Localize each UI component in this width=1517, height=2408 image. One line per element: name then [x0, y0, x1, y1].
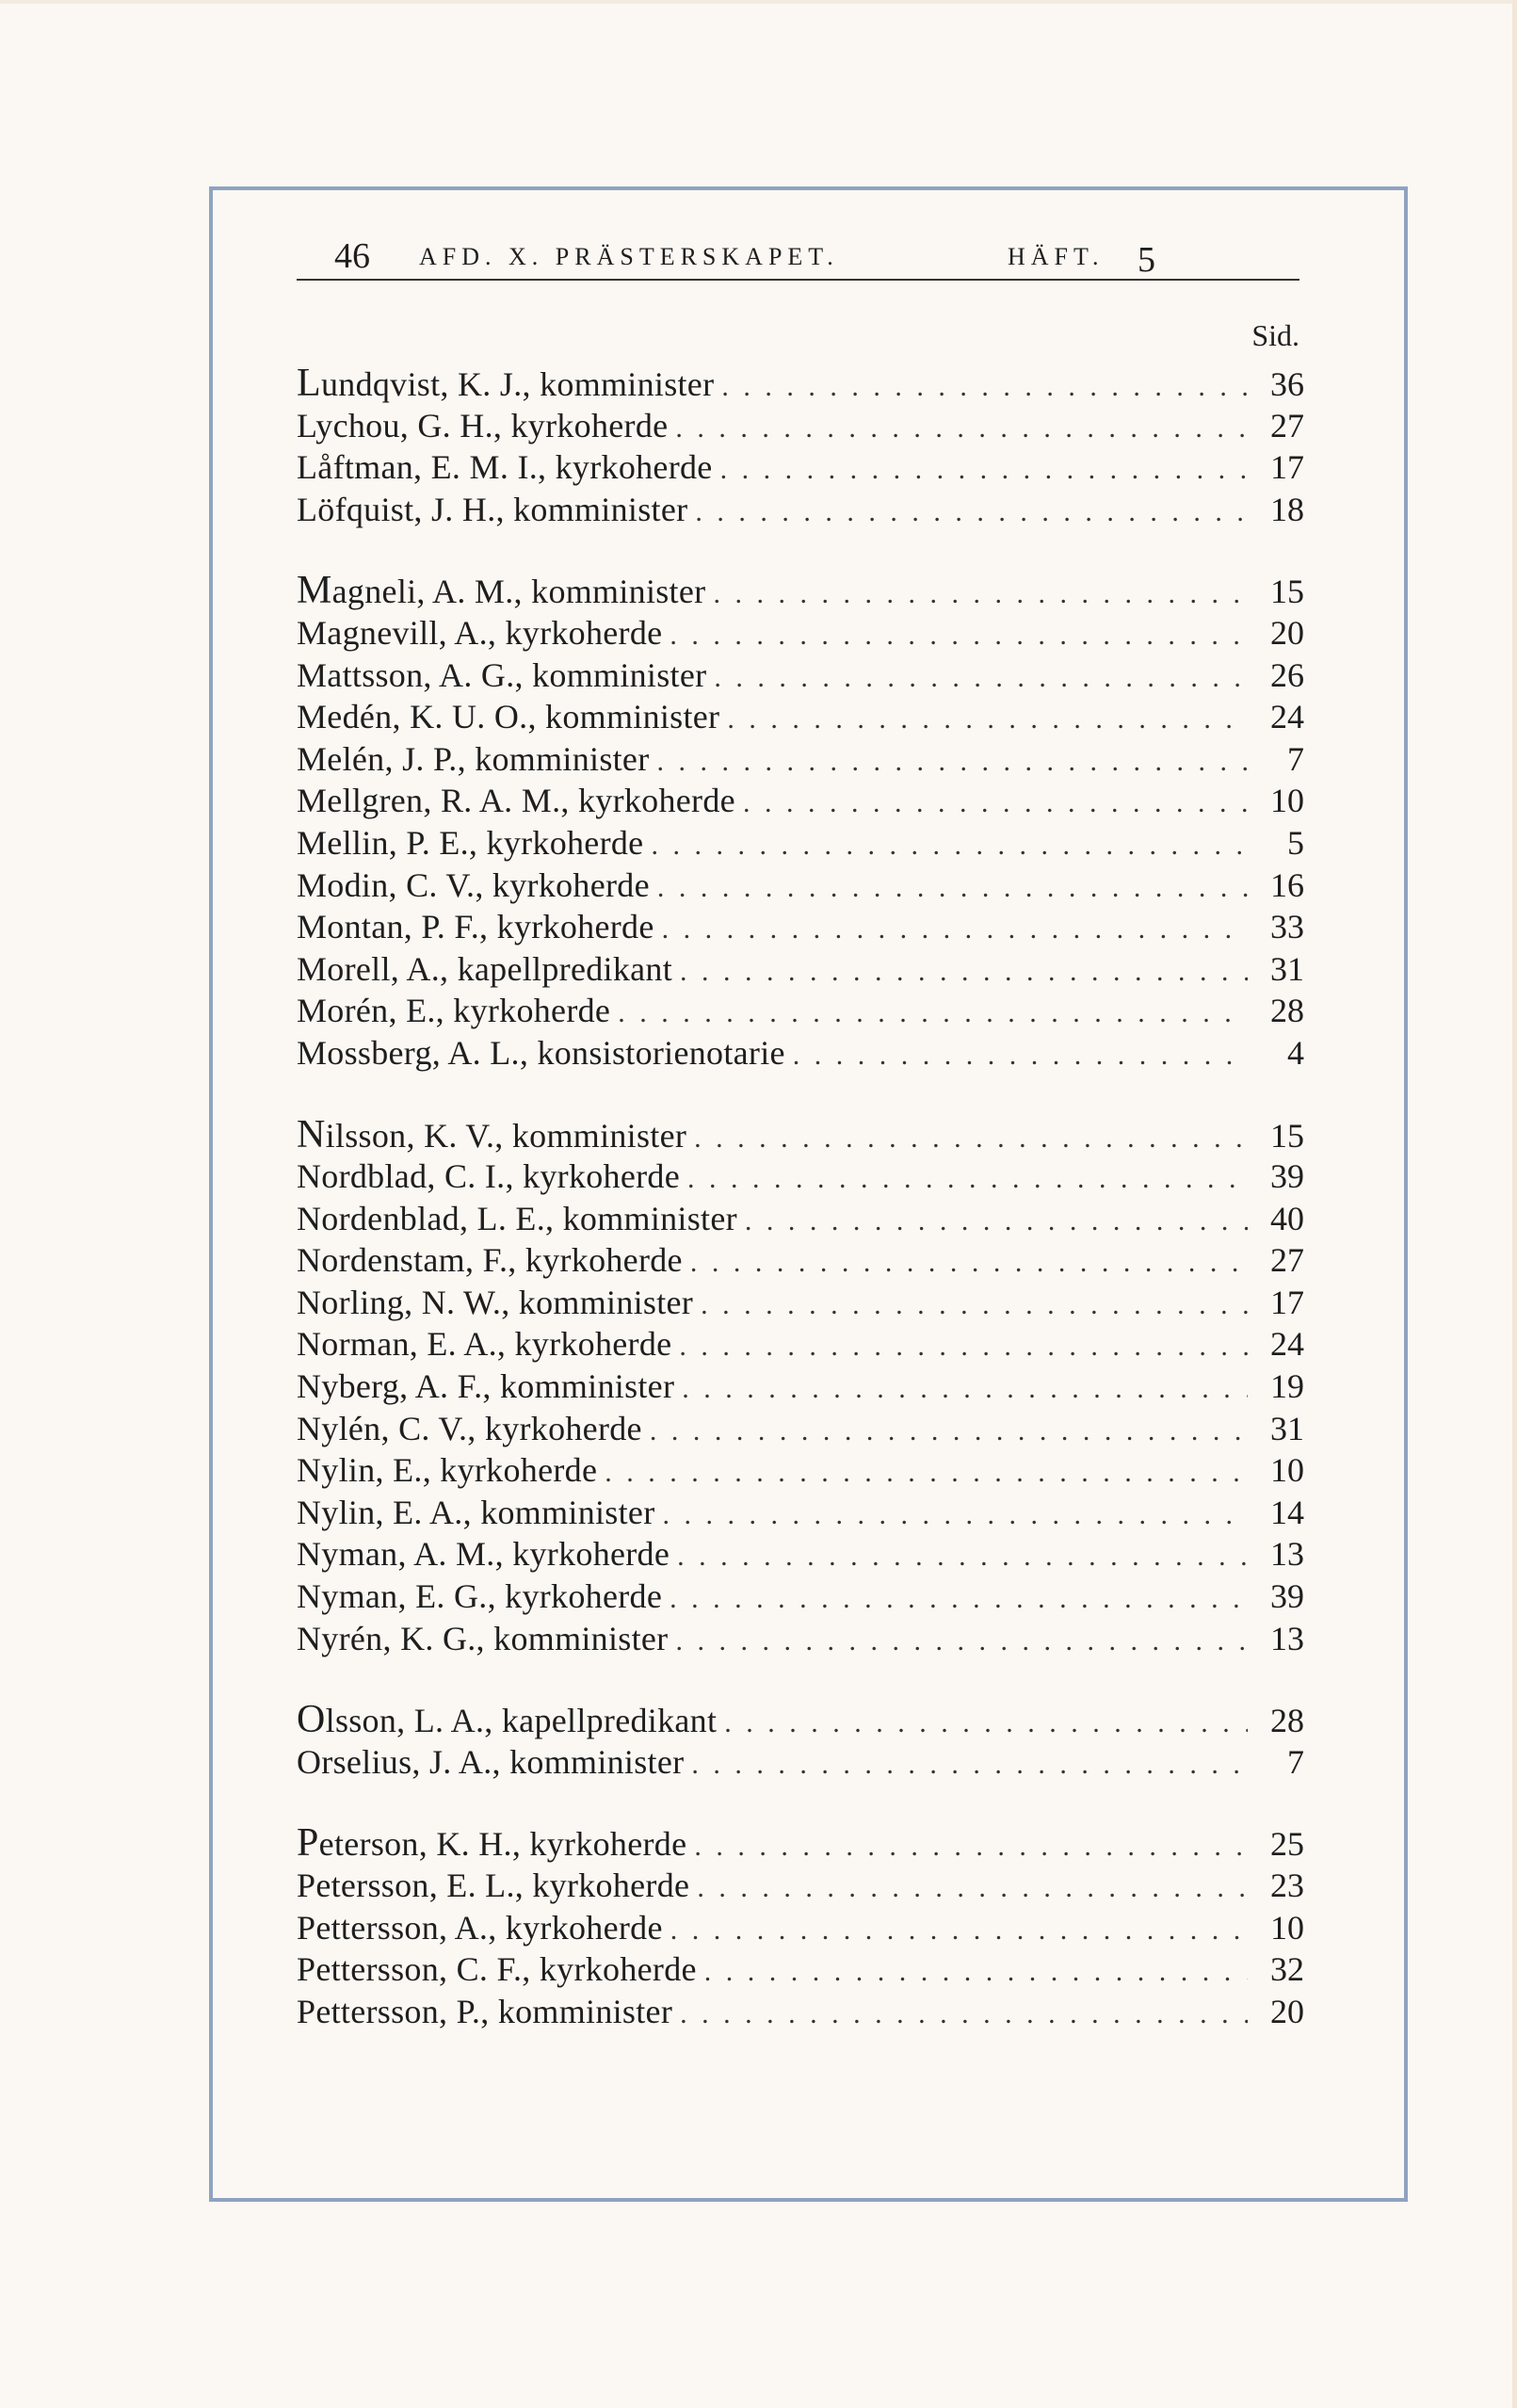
leader-dots — [721, 366, 1248, 405]
entry-page-number: 27 — [1270, 1241, 1304, 1280]
entry-name: Mellgren, R. A. M., kyrkoherde — [297, 782, 735, 820]
header-title: AFD. X. PRÄSTERSKAPET. — [419, 243, 839, 270]
entry-page-number: 36 — [1270, 365, 1304, 403]
entry-page-number: 31 — [1270, 949, 1304, 988]
entry-name: Pettersson, P., komminister — [297, 1992, 673, 2030]
entry-page-number: 28 — [1270, 992, 1304, 1030]
leader-dots — [727, 699, 1248, 738]
index-entry — [297, 1741, 1304, 1784]
entry-name: Nylin, E. A., komminister — [297, 1493, 655, 1531]
entry-name: Melén, J. P., komminister — [297, 739, 650, 778]
entry-name: Morell, A., kapellpredikant — [297, 949, 673, 988]
leader-dots — [714, 657, 1248, 697]
entry-page-number: 32 — [1270, 1950, 1304, 1989]
entry-name: Nylin, E., kyrkoherde — [297, 1451, 598, 1490]
index-entry — [297, 1114, 1304, 1156]
leader-dots — [745, 1201, 1248, 1240]
entry-name: Lychou, G. H., kyrkoherde — [297, 406, 669, 444]
index-entry — [297, 738, 1304, 781]
index-entry — [297, 446, 1304, 489]
entry-page-number: 13 — [1270, 1619, 1304, 1657]
entry-name: Petersson, E. L., kyrkoherde — [297, 1867, 690, 1904]
leader-dots — [663, 1495, 1249, 1534]
header-page-number: 46 — [334, 236, 370, 276]
entry-page-number: 13 — [1270, 1535, 1304, 1574]
entry-name: Nyman, A. M., kyrkoherde — [297, 1535, 670, 1574]
index-entry — [297, 1948, 1304, 1991]
entry-name: Magnevill, A., kyrkoherde — [297, 613, 663, 652]
entry-page-number: 27 — [1270, 406, 1304, 444]
entry-page-number: 10 — [1270, 1451, 1304, 1490]
entry-name: Pettersson, A., kyrkoherde — [297, 1908, 663, 1947]
entry-page-number: 10 — [1270, 1908, 1304, 1947]
leader-dots — [694, 1826, 1248, 1865]
entry-page-number: 28 — [1270, 1702, 1304, 1740]
entry-name: Morén, E., kyrkoherde — [297, 992, 611, 1030]
page-column-header: Sid. — [1251, 318, 1299, 352]
leader-dots — [662, 909, 1248, 948]
leader-dots — [657, 867, 1248, 907]
entry-name: Nordblad, C. I., kyrkoherde — [297, 1157, 681, 1196]
index-entry — [297, 1865, 1304, 1907]
entry-name: Modin, C. V., kyrkoherde — [297, 865, 650, 904]
entry-name: Magneli, A. M., komminister — [297, 570, 706, 612]
index-group — [297, 1822, 1304, 2032]
leader-dots — [713, 574, 1248, 612]
entry-page-number: 33 — [1270, 908, 1304, 946]
entry-name: Nyberg, A. F., komminister — [297, 1367, 675, 1406]
leader-dots — [677, 1536, 1248, 1576]
index-entry — [297, 1907, 1304, 1949]
leader-dots — [701, 1285, 1248, 1324]
leader-dots — [675, 1621, 1248, 1660]
entry-name: Mattsson, A. G., komminister — [297, 655, 707, 694]
entry-page-number: 5 — [1287, 823, 1304, 862]
entry-name: Nordenstam, F., kyrkoherde — [297, 1241, 683, 1280]
leader-dots — [687, 1158, 1248, 1198]
entry-name: Pettersson, C. F., kyrkoherde — [297, 1950, 697, 1989]
entry-page-number: 4 — [1287, 1033, 1304, 1072]
index-entry — [297, 570, 1304, 612]
index-entry — [297, 1492, 1304, 1534]
leader-dots — [680, 951, 1248, 991]
header-part-number: 5 — [1138, 240, 1155, 280]
entry-page-number: 15 — [1270, 1116, 1304, 1155]
index-entry — [297, 1618, 1304, 1660]
entry-name: Medén, K. U. O., komminister — [297, 698, 720, 736]
leader-dots — [651, 825, 1248, 865]
entry-name: Lundqvist, K. J., komminister — [297, 363, 715, 405]
entry-name: Mossberg, A. L., konsistorienotarie — [297, 1033, 785, 1072]
entry-page-number: 18 — [1270, 490, 1304, 528]
leader-dots — [657, 741, 1249, 781]
entry-page-number: 19 — [1270, 1367, 1304, 1406]
index-entry — [297, 1822, 1304, 1865]
index-group — [297, 570, 1304, 1074]
entry-name: Nordenblad, L. E., komminister — [297, 1199, 737, 1237]
header-part-label: HÄFT. — [1008, 243, 1105, 270]
page-edge-top — [0, 0, 1517, 4]
index-group — [297, 1114, 1304, 1660]
entry-page-number: 39 — [1270, 1157, 1304, 1196]
entry-page-number: 17 — [1270, 448, 1304, 487]
index-list — [297, 363, 1304, 2072]
entry-page-number: 16 — [1270, 865, 1304, 904]
index-entry — [297, 612, 1304, 655]
page-edge-right — [1512, 0, 1517, 2408]
leader-dots — [650, 1411, 1248, 1450]
entry-name: Olsson, L. A., kapellpredikant — [297, 1699, 718, 1741]
entry-page-number: 24 — [1270, 698, 1304, 736]
entry-page-number: 31 — [1270, 1409, 1304, 1447]
entry-name: Mellin, P. E., kyrkoherde — [297, 823, 644, 862]
leader-dots — [605, 1452, 1248, 1492]
entry-page-number: 24 — [1270, 1325, 1304, 1364]
entry-page-number: 39 — [1270, 1577, 1304, 1616]
leader-dots — [724, 1703, 1248, 1741]
entry-page-number: 20 — [1270, 613, 1304, 652]
entry-name: Norman, E. A., kyrkoherde — [297, 1325, 672, 1364]
index-entry — [297, 489, 1304, 531]
leader-dots — [704, 1951, 1248, 1991]
leader-dots — [682, 1368, 1248, 1408]
index-entry — [297, 1198, 1304, 1240]
index-entry — [297, 1533, 1304, 1576]
index-entry — [297, 1323, 1304, 1366]
entry-name: Löfquist, J. H., komminister — [297, 490, 688, 528]
index-entry — [297, 1991, 1304, 2033]
index-entry — [297, 405, 1304, 447]
entry-name: Nylén, C. V., kyrkoherde — [297, 1409, 642, 1447]
leader-dots — [670, 1578, 1248, 1618]
entry-page-number: 17 — [1270, 1283, 1304, 1321]
index-entry — [297, 1156, 1304, 1198]
index-group — [297, 1699, 1304, 1783]
leader-dots — [675, 408, 1248, 447]
index-entry — [297, 1408, 1304, 1450]
entry-name: Orselius, J. A., komminister — [297, 1742, 685, 1781]
index-group — [297, 363, 1304, 530]
entry-page-number: 40 — [1270, 1199, 1304, 1237]
index-entry — [297, 948, 1304, 991]
entry-name: Norling, N. W., komminister — [297, 1283, 694, 1321]
index-entry — [297, 906, 1304, 948]
leader-dots — [618, 993, 1248, 1032]
leader-dots — [691, 1744, 1248, 1784]
index-entry — [297, 1239, 1304, 1282]
index-entry — [297, 1282, 1304, 1324]
leader-dots — [690, 1242, 1248, 1282]
entry-name: Nyrén, K. G., komminister — [297, 1619, 669, 1657]
running-header — [334, 234, 1299, 279]
entry-name: Peterson, K. H., kyrkoherde — [297, 1822, 687, 1865]
entry-name: Nilsson, K. V., komminister — [297, 1113, 687, 1156]
index-entry — [297, 865, 1304, 907]
index-entry — [297, 1032, 1304, 1075]
index-entry — [297, 1449, 1304, 1492]
entry-name: Montan, P. F., kyrkoherde — [297, 908, 654, 946]
header-rule — [297, 279, 1299, 281]
entry-page-number: 10 — [1270, 782, 1304, 820]
index-entry — [297, 363, 1304, 405]
index-entry — [297, 1576, 1304, 1618]
entry-name: Låftman, E. M. I., kyrkoherde — [297, 448, 713, 487]
entry-page-number: 26 — [1270, 655, 1304, 694]
leader-dots — [743, 783, 1248, 822]
leader-dots — [679, 1326, 1248, 1366]
entry-name: Nyman, E. G., kyrkoherde — [297, 1577, 663, 1616]
index-entry — [297, 990, 1304, 1032]
entry-page-number: 25 — [1270, 1825, 1304, 1864]
entry-page-number: 23 — [1270, 1867, 1304, 1904]
index-entry — [297, 655, 1304, 697]
index-entry — [297, 1366, 1304, 1408]
entry-page-number: 14 — [1270, 1493, 1304, 1531]
entry-page-number: 20 — [1270, 1992, 1304, 2030]
index-entry — [297, 780, 1304, 822]
leader-dots — [694, 1118, 1248, 1156]
index-entry — [297, 822, 1304, 865]
leader-dots — [670, 615, 1248, 655]
leader-dots — [793, 1035, 1248, 1075]
leader-dots — [680, 1994, 1248, 2033]
leader-dots — [697, 1867, 1248, 1907]
index-entry — [297, 1699, 1304, 1741]
leader-dots — [695, 492, 1248, 531]
entry-page-number: 7 — [1287, 1742, 1304, 1781]
index-entry — [297, 696, 1304, 738]
leader-dots — [720, 449, 1248, 489]
entry-page-number: 15 — [1270, 573, 1304, 611]
entry-page-number: 7 — [1287, 739, 1304, 778]
leader-dots — [670, 1910, 1248, 1949]
